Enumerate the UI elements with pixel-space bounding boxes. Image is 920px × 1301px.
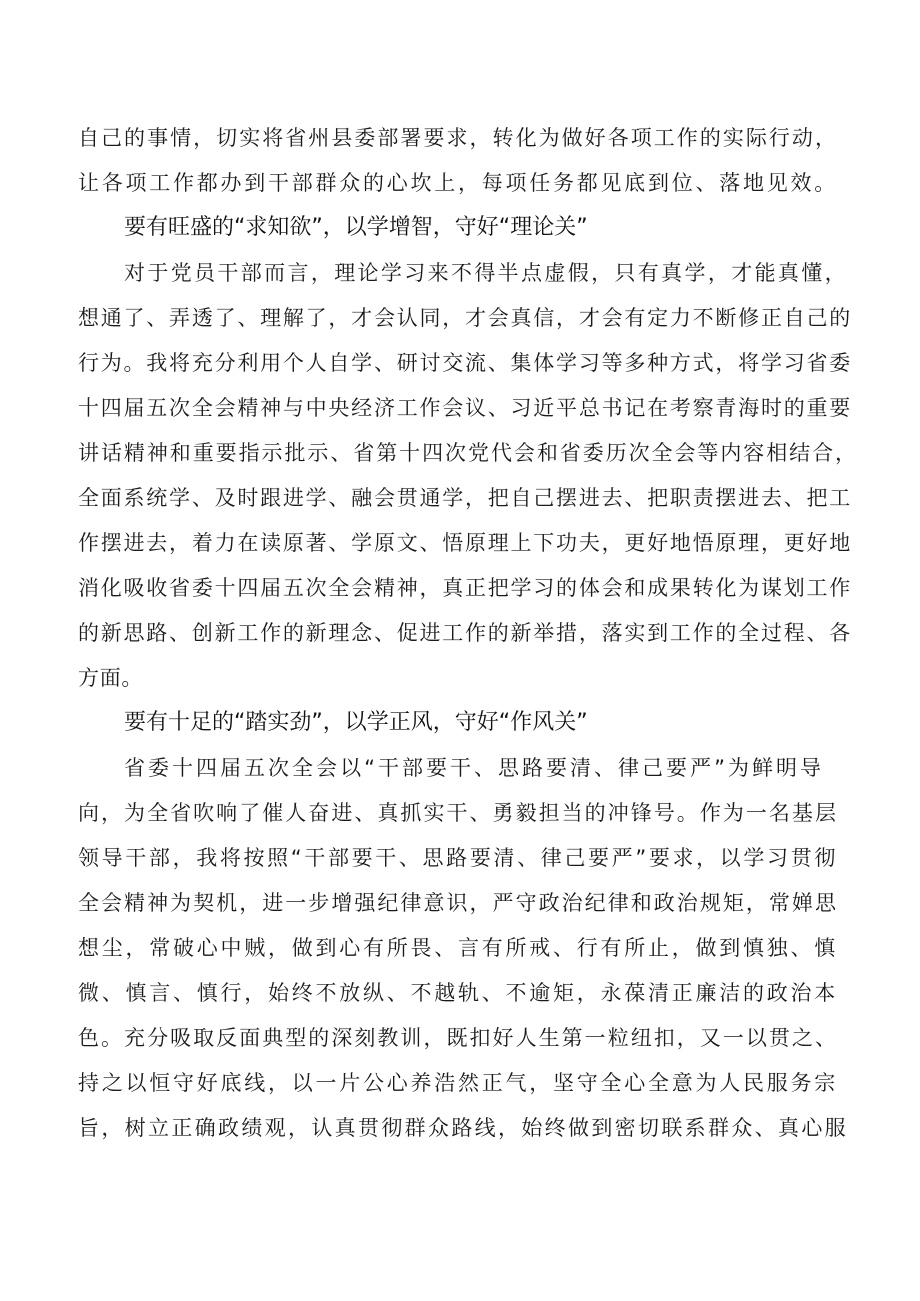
- paragraph-line: 行为。我将充分利用个人自学、研讨交流、集体学习等多种方式，将学习省委: [78, 351, 852, 375]
- paragraph-line: 全会精神为契机，进一步增强纪律意识，严守政治纪律和政治规矩，常婵思: [78, 891, 838, 915]
- paragraph-line: 旨，树立正确政绩观，认真贯彻群众路线，始终做到密切联系群众、真心服: [78, 1116, 848, 1140]
- paragraph-line: 省委十四届五次全会以“干部要干、思路要清、律己要严”为鲜明导: [124, 756, 824, 780]
- paragraph-line: 对于党员干部而言，理论学习来不得半点虚假，只有真学，才能真懂，: [124, 261, 848, 285]
- paragraph-line: 微、慎言、慎行，始终不放纵、不越轨、不逾矩，永葆清正廉洁的政治本: [78, 981, 838, 1005]
- paragraph-line: 的新思路、创新工作的新理念、促进工作的新举措，落实到工作的全过程、各: [78, 621, 852, 645]
- paragraph-line: 领导干部，我将按照“干部要干、思路要清、律己要严”要求，以学习贯彻: [78, 846, 838, 870]
- section-heading-theory: 要有旺盛的“求知欲”，以学增智，守好“理论关”: [124, 215, 588, 240]
- paragraph-line: 消化吸收省委十四届五次全会精神，真正把学习的体会和成果转化为谋划工作: [78, 576, 852, 600]
- paragraph-line: 色。充分吸取反面典型的深刻教训，既扣好人生第一粒纽扣，又一以贯之、: [78, 1026, 838, 1050]
- paragraph-line: 方面。: [78, 666, 144, 690]
- paragraph-line: 自己的事情，切实将省州县委部署要求，转化为做好各项工作的实际行动，: [78, 126, 838, 150]
- paragraph-line: 作摆进去，着力在读原著、学原文、悟原理上下功夫，更好地悟原理，更好地: [78, 531, 852, 555]
- section-heading-style: 要有十足的“踏实劲”，以学正风，守好“作风关”: [124, 710, 588, 735]
- paragraph-line: 想尘，常破心中贼，做到心有所畏、言有所戒、行有所止，做到慎独、慎: [78, 936, 838, 960]
- paragraph-line: 持之以恒守好底线，以一片公心养浩然正气，坚守全心全意为人民服务宗: [78, 1071, 838, 1095]
- paragraph-line: 想通了、弄透了、理解了，才会认同，才会真信，才会有定力不断修正自己的: [78, 306, 852, 330]
- paragraph-line: 十四届五次全会精神与中央经济工作会议、习近平总书记在考察青海时的重要: [78, 396, 852, 420]
- paragraph-line: 让各项工作都办到干部群众的心坎上，每项任务都见底到位、落地见效。: [78, 171, 838, 195]
- paragraph-line: 讲话精神和重要指示批示、省第十四次党代会和省委历次全会等内容相结合，: [78, 441, 858, 465]
- paragraph-line: 向，为全省吹响了催人奋进、真抓实干、勇毅担当的冲锋号。作为一名基层: [78, 801, 838, 825]
- paragraph-line: 全面系统学、及时跟进学、融会贯通学，把自己摆进去、把职责摆进去、把工: [78, 486, 852, 510]
